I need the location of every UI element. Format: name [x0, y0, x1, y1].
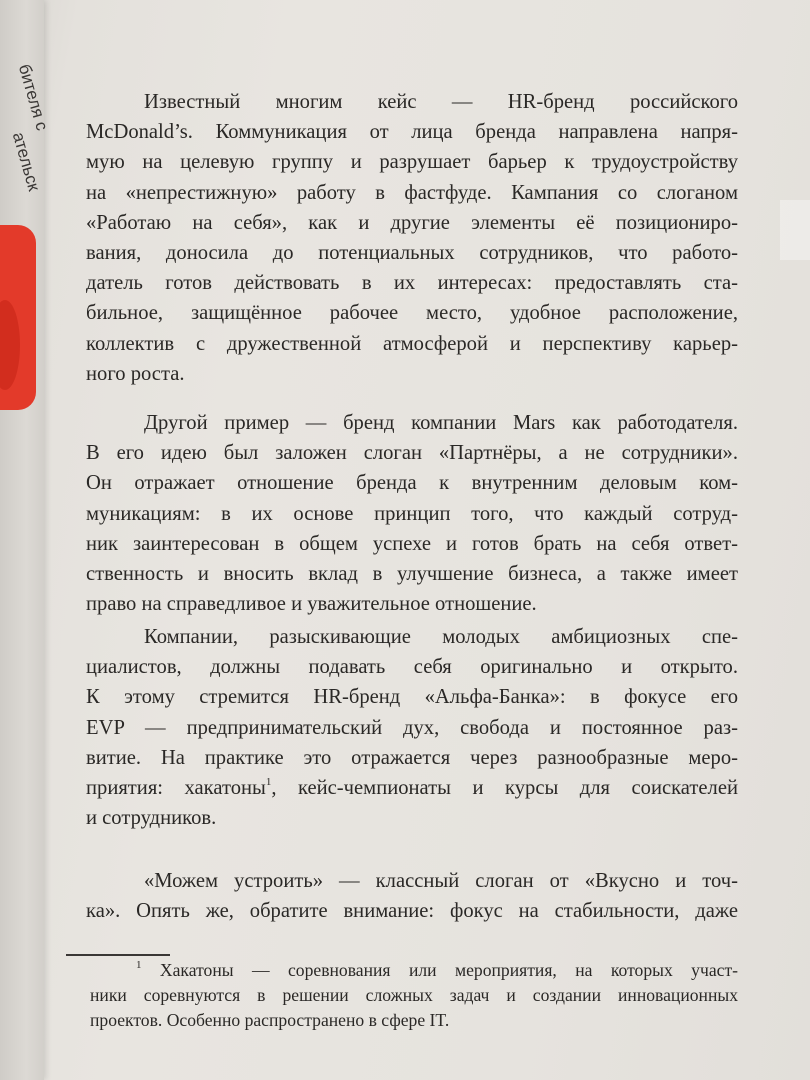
- text-line: мую на целевую группу и разрушает барьер к трудоустройству: [86, 151, 738, 174]
- paragraph-mars: [86, 408, 738, 619]
- text-line: бильное, защищённое рабочее место, удобное расположение,: [86, 302, 738, 325]
- text-line: Он отражает отношение бренда к внутренним деловым ком-: [86, 472, 738, 495]
- footnote-mark: 1: [136, 959, 142, 972]
- text-line: EVP — предпринимательский дух, свобода и постоянное раз-: [86, 716, 738, 739]
- text-line: на «непрестижную» работу в фастфуде. Кампания со слоганом: [86, 181, 738, 204]
- text-line: право на справедливое и уважительное отношение.: [86, 593, 537, 616]
- text-line: McDonald’s. Коммуникация от лица бренда направлена напря-: [86, 121, 738, 144]
- footnote: [90, 958, 738, 1033]
- text-line: циалистов, должны подавать себя оригинально и открыто.: [86, 656, 738, 679]
- text-line: коллектив с дружественной атмосферой и перспективу карьер-: [86, 332, 738, 355]
- adjacent-page-edge: [0, 0, 52, 1080]
- footnote-line: проектов. Особенно распространено в сфере IT.: [90, 1010, 450, 1030]
- adjacent-page-text: ательск: [8, 130, 44, 194]
- text-line: датель готов действовать в их интересах: предоставлять ста-: [86, 272, 738, 295]
- text-line: «Можем устроить» — классный слоган от «Вкусно и точ-: [144, 870, 738, 892]
- text-line: Известный многим кейс — HR-бренд российского: [144, 91, 738, 113]
- text-line: Компании, разыскивающие молодых амбициозных спе-: [144, 626, 738, 648]
- text-line: ственность и вносить вклад в улучшение бизнеса, а также имеет: [86, 563, 738, 586]
- footnote-line: ники соревнуются в решении сложных задач и создании инновационных: [90, 985, 738, 1005]
- text-line: К этому стремится HR-бренд «Альфа-Банка»: в фокусе его: [86, 686, 738, 709]
- text-line: ного роста.: [86, 362, 185, 385]
- footnote-reference[interactable]: 1: [265, 776, 272, 789]
- page-shade: [780, 200, 810, 260]
- text-fragment: Хакатоны — соревнования или мероприятия, на которых участ-: [159, 960, 738, 980]
- text-line: и сотрудников.: [86, 807, 217, 830]
- text-line: Другой пример — бренд компании Mars как работодателя.: [144, 412, 738, 434]
- text-line: вания, доносила до потенциальных сотрудников, что работо-: [86, 242, 738, 265]
- paragraph-alfa-bank: [86, 622, 738, 833]
- paragraph-vkusno-i-tochka: [86, 866, 738, 926]
- adjacent-page-text: бителя с: [14, 62, 52, 133]
- text-line: «Работаю на себя», как и другие элементы её позициониро-: [86, 211, 738, 234]
- text-fragment: приятия: хакатоны: [86, 777, 266, 800]
- text-line: ник заинтересован в общем успехе и готов брать на себя ответ-: [86, 532, 738, 555]
- text-fragment: , кейс-чемпионаты и курсы для соискателей: [271, 777, 738, 800]
- text-line: [86, 773, 738, 803]
- footnote-line: [90, 958, 738, 983]
- text-line: В его идею был заложен слоган «Партнёры, а не сотрудники».: [86, 442, 738, 465]
- footnote-divider: [66, 954, 170, 956]
- text-line: витие. На практике это отражается через разнообразные меро-: [86, 746, 738, 769]
- text-line: ка». Опять же, обратите внимание: фокус на стабильности, даже: [86, 900, 738, 923]
- text-line: муникациям: в их основе принцип того, что каждый сотруд-: [86, 502, 738, 525]
- paragraph-mcdonalds: [86, 87, 738, 389]
